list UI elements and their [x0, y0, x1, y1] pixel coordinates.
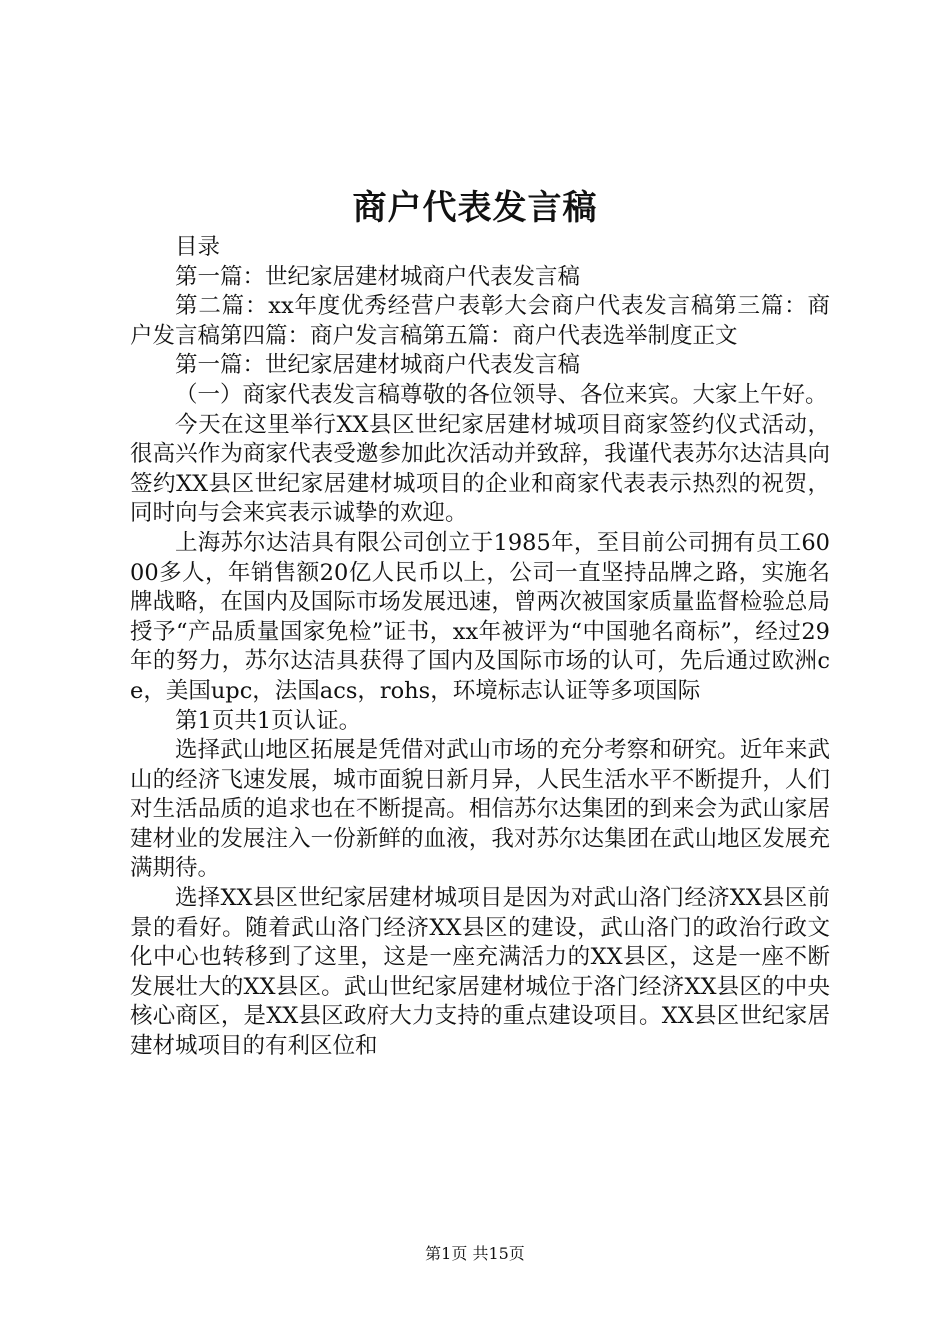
paragraph: （一）商家代表发言稿尊敬的各位领导、各位来宾。大家上午好。	[175, 381, 828, 408]
document-title: 商户代表发言稿	[352, 188, 598, 228]
paragraph: 上海苏尔达洁具有限公司创立于1985年，至目前公司拥有员工6000多人，年销售额20亿人民币以上，公司一直坚持品牌之路，实施名牌战略，在国内及国际市场发展迅速，曾两次被国家质量监督检验总局授予“产品质量国家免检”证书，xx年被评为“中国驰名商标”，经过29年的努力，苏尔达洁具获得了国内及国际市场的认可，先后通过欧洲ce，美国upc，法国acs，rohs，环境标志认证等多项国际	[130, 529, 830, 704]
page-footer: 第1页 共15页	[425, 1244, 525, 1263]
paragraph-toc-item-2: 第二篇：xx年度优秀经营户表彰大会商户代表发言稿第三篇：商户发言稿第四篇：商户发言稿第五篇：商户代表选举制度正文	[130, 293, 830, 349]
paragraph: 第1页共1页认证。	[175, 707, 362, 734]
paragraph: 选择武山地区拓展是凭借对武山市场的充分考察和研究。近年来武山的经济飞速发展，城市面貌日新月异，人民生活水平不断提升，人们对生活品质的追求也在不断提高。相信苏尔达集团的到来会为武山家居建材业的发展注入一份新鲜的血液，我对苏尔达集团在武山地区发展充满期待。	[130, 737, 830, 882]
paragraph: 今天在这里举行XX县区世纪家居建材城项目商家签约仪式活动，很高兴作为商家代表受邀参加此次活动并致辞，我谨代表苏尔达洁具向签约XX县区世纪家居建材城项目的企业和商家代表表示热烈的祝贺，同时向与会来宾表示诚挚的欢迎。	[130, 411, 830, 527]
paragraph-section-heading: 第一篇：世纪家居建材城商户代表发言稿	[175, 352, 581, 379]
paragraph: 选择XX县区世纪家居建材城项目是因为对武山洛门经济XX县区前景的看好。随着武山洛门经济XX县区的建设，武山洛门的政治行政文化中心也转移到了这里，这是一座充满活力的XX县区，这是一座不断发展壮大的XX县区。武山世纪家居建材城位于洛门经济XX县区的中央核心商区，是XX县区政府大力支持的重点建设项目。XX县区世纪家居建材城项目的有利区位和	[130, 885, 830, 1060]
paragraph-toc-item-1: 第一篇：世纪家居建材城商户代表发言稿	[175, 263, 581, 290]
paragraph-toc-heading: 目录	[175, 234, 221, 260]
document-body	[130, 233, 830, 1062]
